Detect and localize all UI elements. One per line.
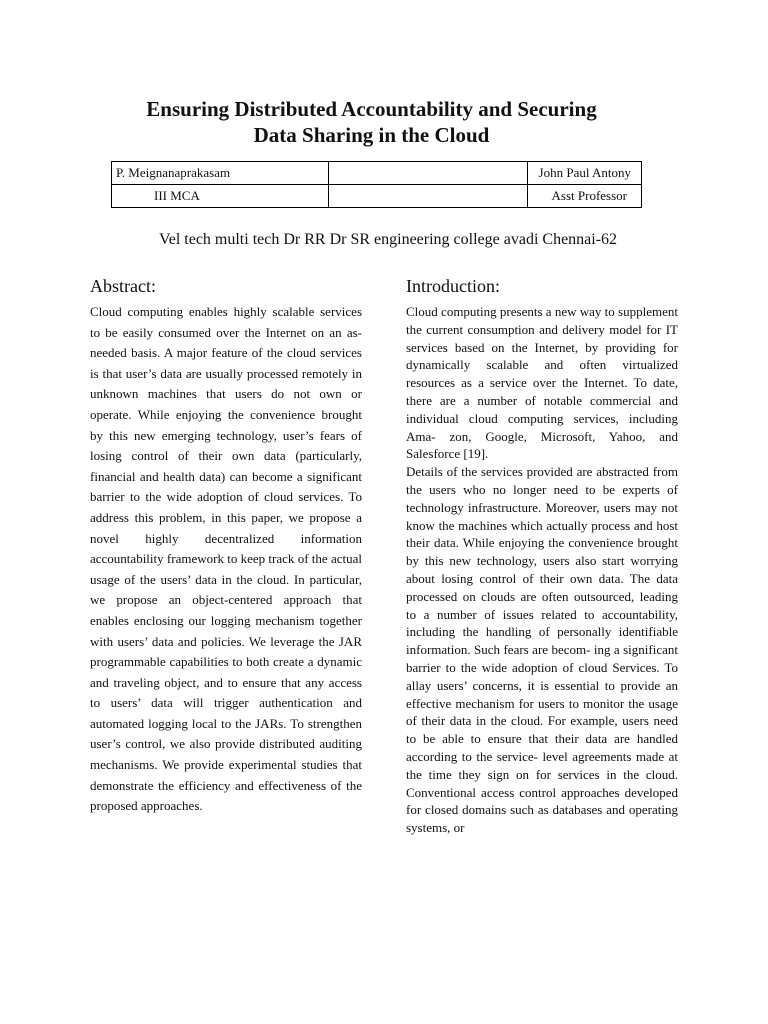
author-1-role: III MCA [112,185,329,208]
introduction-paragraph: Details of the services provided are abstracted from the users who no longer need to be experts of technology infrastructure. Moreover, users may not know the machines which actually process and host their data. While enjoying the convenience brought by this new technology, users also start worrying about losing control of their own data. The data processed on clouds are often outsourced, leading to a number of issues related to accountability, including the handling of personally identifiable information. Such fears are becom- ing a significant barrier to the wide adoption of cloud Services. To allay users’ concerns, it is essential to provide an effective mechanism for users to monitor the usage of their data in the cloud. For example, users need to be able to ensure that their data are handled according to the service- level agreements made at the time they sign on for services in the cloud. Conventional access control approaches developed for closed domains such as databases and operating systems, or [406,464,678,836]
author-1-name: P. Meignanaprakasam [112,162,329,185]
authors-spacer-cell [329,162,528,185]
author-2-name: John Paul Antony [528,162,642,185]
abstract-heading: Abstract: [90,276,156,296]
authors-table [111,161,642,208]
introduction-body [406,303,678,837]
affiliation: Vel tech multi tech Dr RR Dr SR engineering college avadi Chennai-62 [158,231,618,248]
authors-spacer-cell [329,185,528,208]
introduction-heading: Introduction: [406,276,500,296]
authors-row-names [112,162,642,185]
paper-title-line-2: Data Sharing in the Cloud [253,123,490,147]
paper-title-line-1: Ensuring Distributed Accountability and Securing [146,97,597,121]
author-2-role: Asst Professor [528,185,642,208]
introduction-paragraph: Cloud computing presents a new way to supplement the current consumption and delivery model for IT services based on the Internet, by providing for dynamically scalable and often virtualized resources as a service over the Internet. To date, there are a number of notable commercial and individual cloud computing services, including Ama- zon, Google, Microsoft, Yahoo, and Salesforce [19]. [406,304,678,462]
paper-title [80,96,663,148]
authors-row-roles [112,185,642,208]
abstract-text: Cloud computing enables highly scalable services to be easily consumed over the Internet on an as-needed basis. A major feature of the cloud services is that user’s data are usually processed remotely in unknown machines that users do not own or operate. While enjoying the convenience brought by this new emerging technology, user’s fears of losing control of their own data (particularly, financial and health data) can become a significant barrier to the wide adoption of cloud services. To address this problem, in this paper, we propose a novel highly decentralized information accountability framework to keep track of the actual usage of the users’ data in the cloud. In particular, we propose an object-centered approach that enables enclosing our logging mechanism together with users’ data and policies. We leverage the JAR programmable capabilities to both create a dynamic and traveling object, and to ensure that any access to users’ data will trigger authentication and automated logging local to the JARs. To strengthen user’s control, we also provide distributed auditing mechanisms. We provide experimental studies that demonstrate the efficiency and effectiveness of the proposed approaches. [90,304,362,814]
